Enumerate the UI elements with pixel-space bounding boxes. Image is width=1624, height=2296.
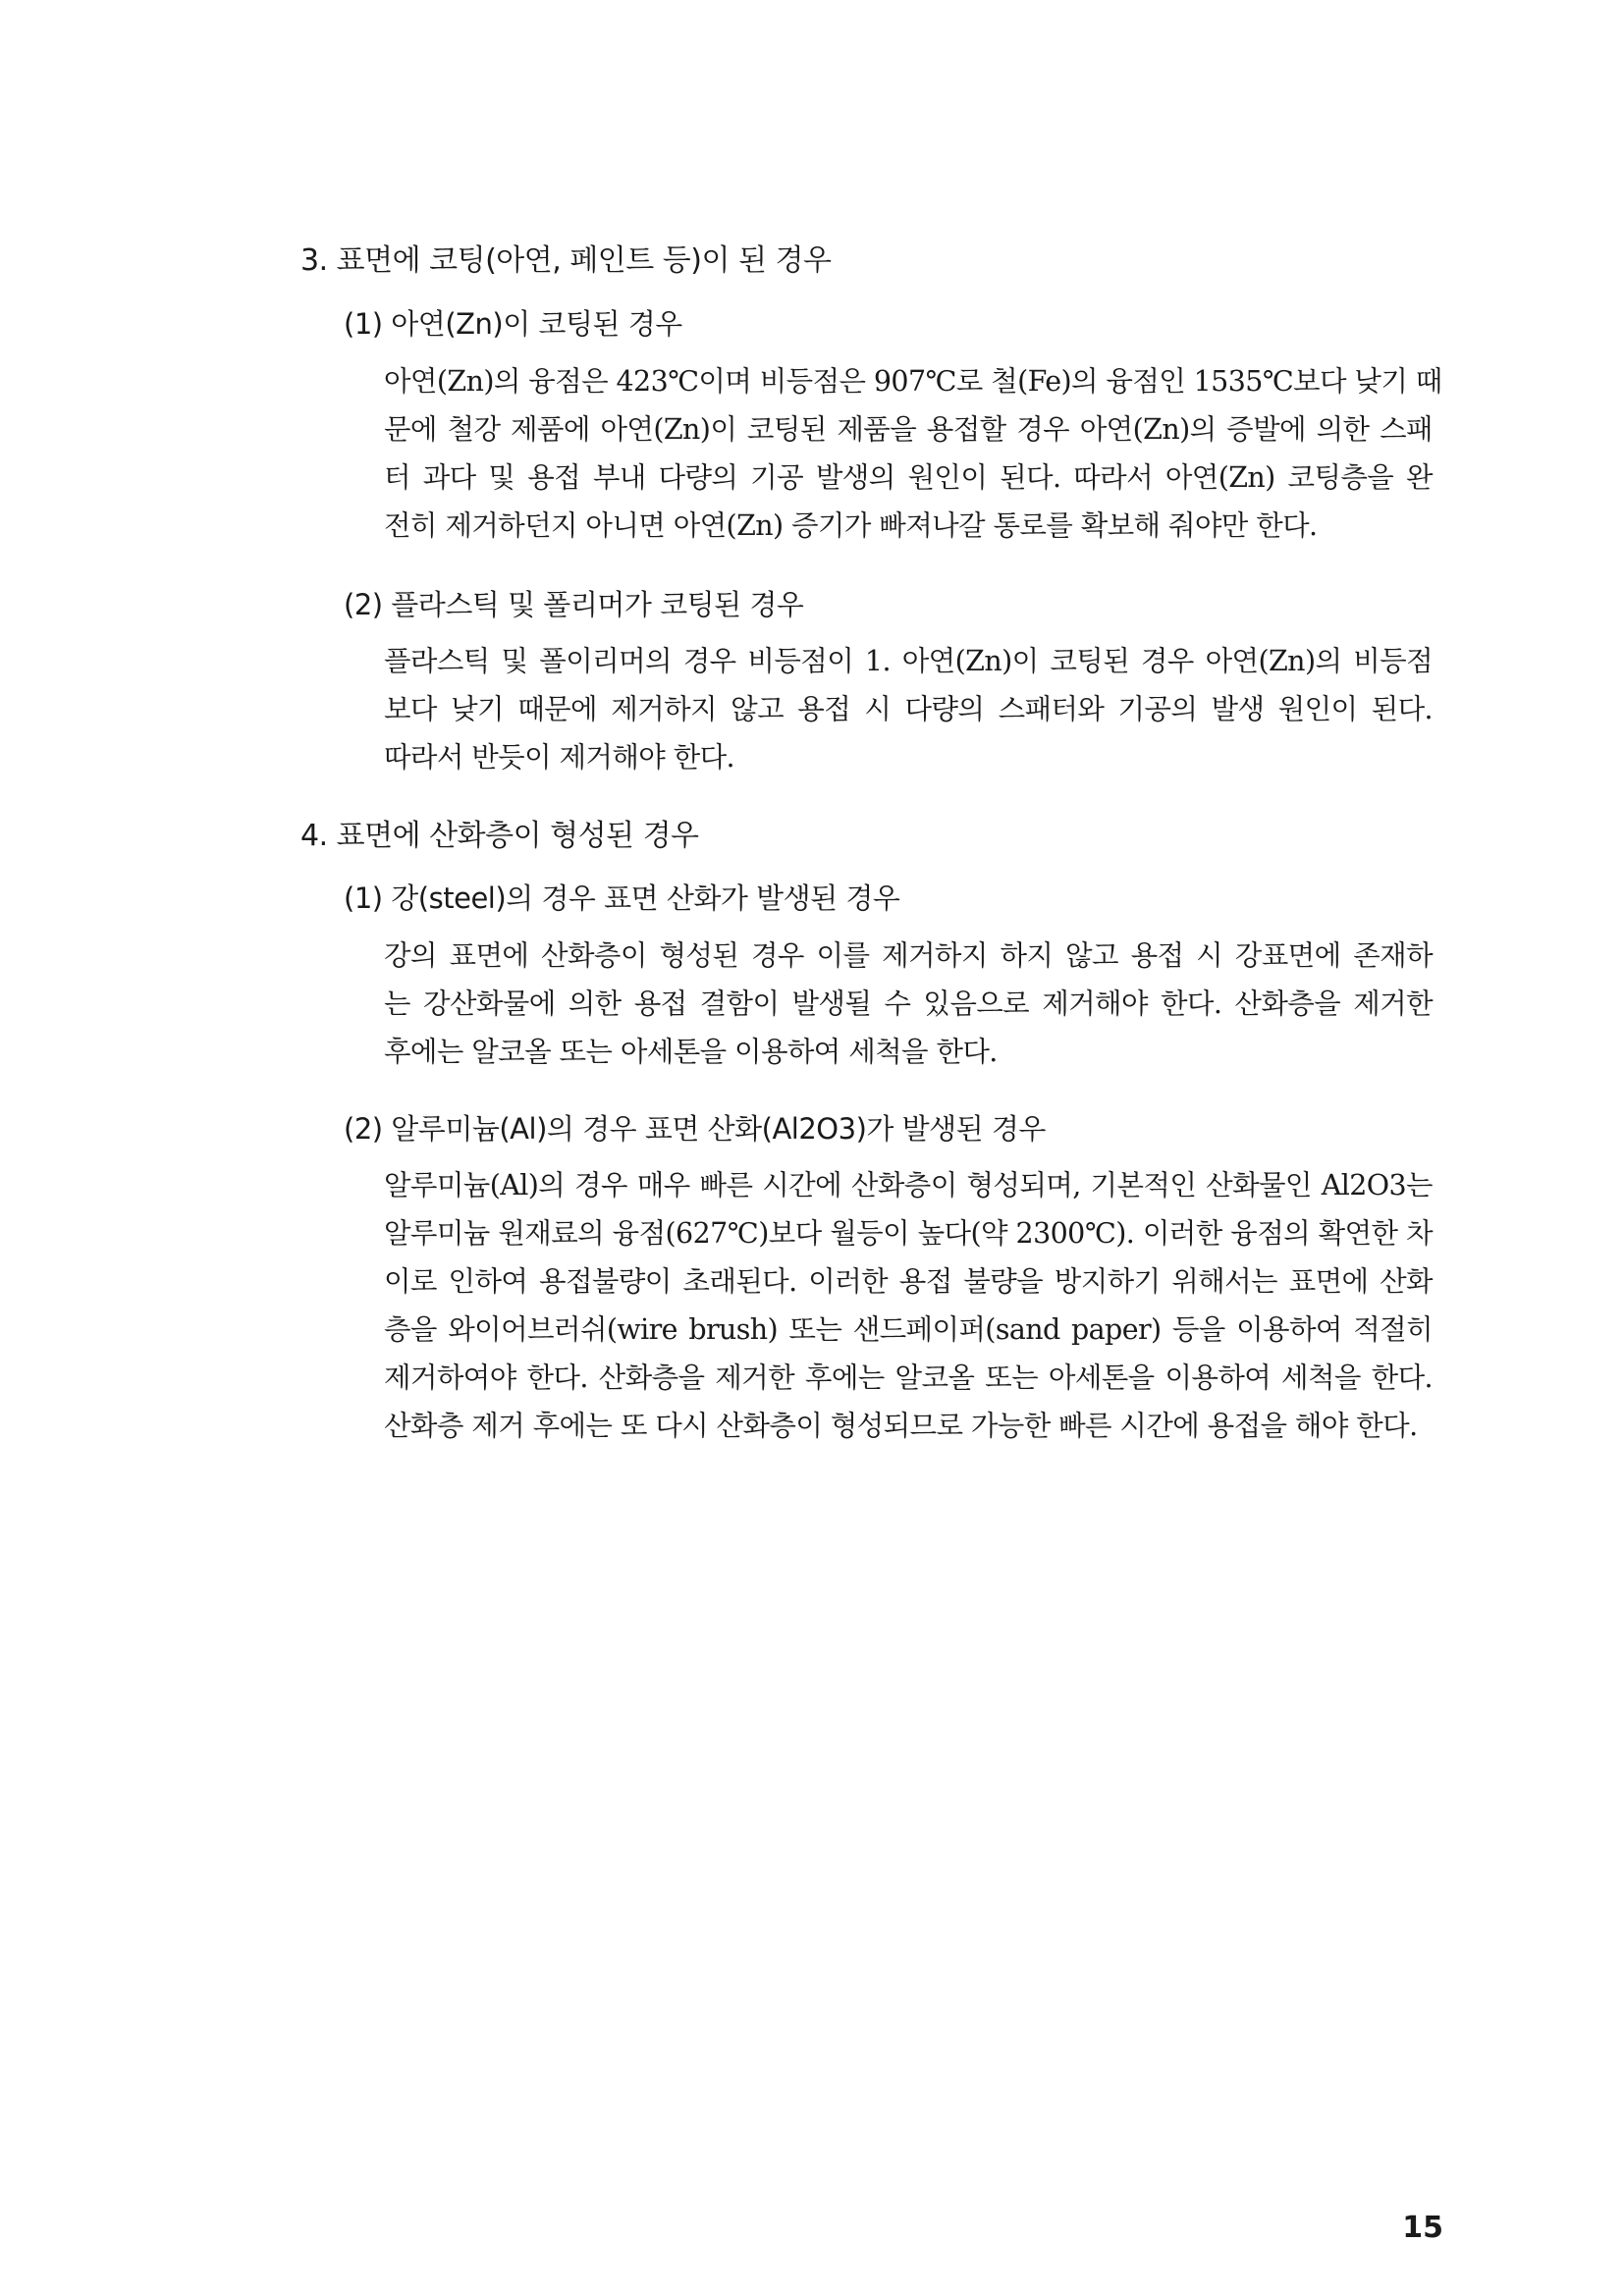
paragraph-line: 층을 와이어브러쉬(wire brush) 또는 샌드페이퍼(sand paper) 등을 이용하여 적절히	[384, 1313, 1433, 1346]
paragraph-line: 후에는 알코올 또는 아세톤을 이용하여 세척을 한다.	[384, 1036, 998, 1068]
section-heading-3: 3. 표면에 코팅(아연, 페인트 등)이 된 경우	[300, 243, 832, 278]
paragraph-plastic-coating	[384, 637, 1433, 781]
page-number: 15	[1402, 2211, 1443, 2245]
paragraph-line: 플라스틱 및 폴이리머의 경우 비등점이 1. 아연(Zn)이 코팅된 경우 아연(Zn)의 비등점	[384, 645, 1433, 677]
paragraph-line: 아연(Zn)의 융점은 423℃이며 비등점은 907℃로 철(Fe)의 융점인 1535℃보다 낮기 때	[384, 365, 1442, 398]
paragraph-line: 보다 낮기 때문에 제거하지 않고 용접 시 다량의 스패터와 기공의 발생 원인이 된다.	[384, 693, 1433, 725]
paragraph-line: 이로 인하여 용접불량이 초래된다. 이러한 용접 불량을 방지하기 위해서는 표면에 산화	[384, 1265, 1433, 1298]
paragraph-line: 강의 표면에 산화층이 형성된 경우 이를 제거하지 하지 않고 용접 시 강표면에 존재하	[384, 939, 1433, 972]
paragraph-line: 전히 제거하던지 아니면 아연(Zn) 증기가 빠져나갈 통로를 확보해 줘야만 한다.	[384, 509, 1318, 542]
paragraph-zinc-coating	[384, 357, 1442, 550]
paragraph-line: 알루미늄 원재료의 융점(627℃)보다 월등이 높다(약 2300℃). 이러한 융점의 확연한 차	[384, 1217, 1433, 1250]
paragraph-line: 따라서 반듯이 제거해야 한다.	[384, 741, 735, 774]
subsection-heading-4-1: (1) 강(steel)의 경우 표면 산화가 발생된 경우	[344, 881, 900, 915]
paragraph-line: 터 과다 및 용접 부내 다량의 기공 발생의 원인이 된다. 따라서 아연(Zn) 코팅층을 완	[384, 461, 1433, 494]
subsection-heading-3-1: (1) 아연(Zn)이 코팅된 경우	[344, 307, 682, 341]
paragraph-line: 문에 철강 제품에 아연(Zn)이 코팅된 제품을 용접할 경우 아연(Zn)의 증발에 의한 스패	[384, 413, 1433, 446]
subsection-heading-4-2: (2) 알루미늄(Al)의 경우 표면 산화(Al2O3)가 발생된 경우	[344, 1112, 1046, 1146]
paragraph-aluminum-oxidation	[384, 1161, 1433, 1450]
section-heading-4: 4. 표면에 산화층이 형성된 경우	[300, 819, 699, 853]
paragraph-line: 알루미늄(Al)의 경우 매우 빠른 시간에 산화층이 형성되며, 기본적인 산화물인 Al2O3는	[384, 1169, 1433, 1201]
paragraph-line: 는 강산화물에 의한 용접 결함이 발생될 수 있음으로 제거해야 한다. 산화층을 제거한	[384, 988, 1433, 1020]
subsection-heading-3-2: (2) 플라스틱 및 폴리머가 코팅된 경우	[344, 588, 804, 621]
paragraph-line: 제거하여야 한다. 산화층을 제거한 후에는 알코올 또는 아세톤을 이용하여 세척을 한다.	[384, 1362, 1433, 1394]
paragraph-line: 산화층 제거 후에는 또 다시 산화층이 형성되므로 가능한 빠른 시간에 용접을 해야 한다.	[384, 1410, 1418, 1442]
paragraph-steel-oxidation	[384, 932, 1433, 1076]
